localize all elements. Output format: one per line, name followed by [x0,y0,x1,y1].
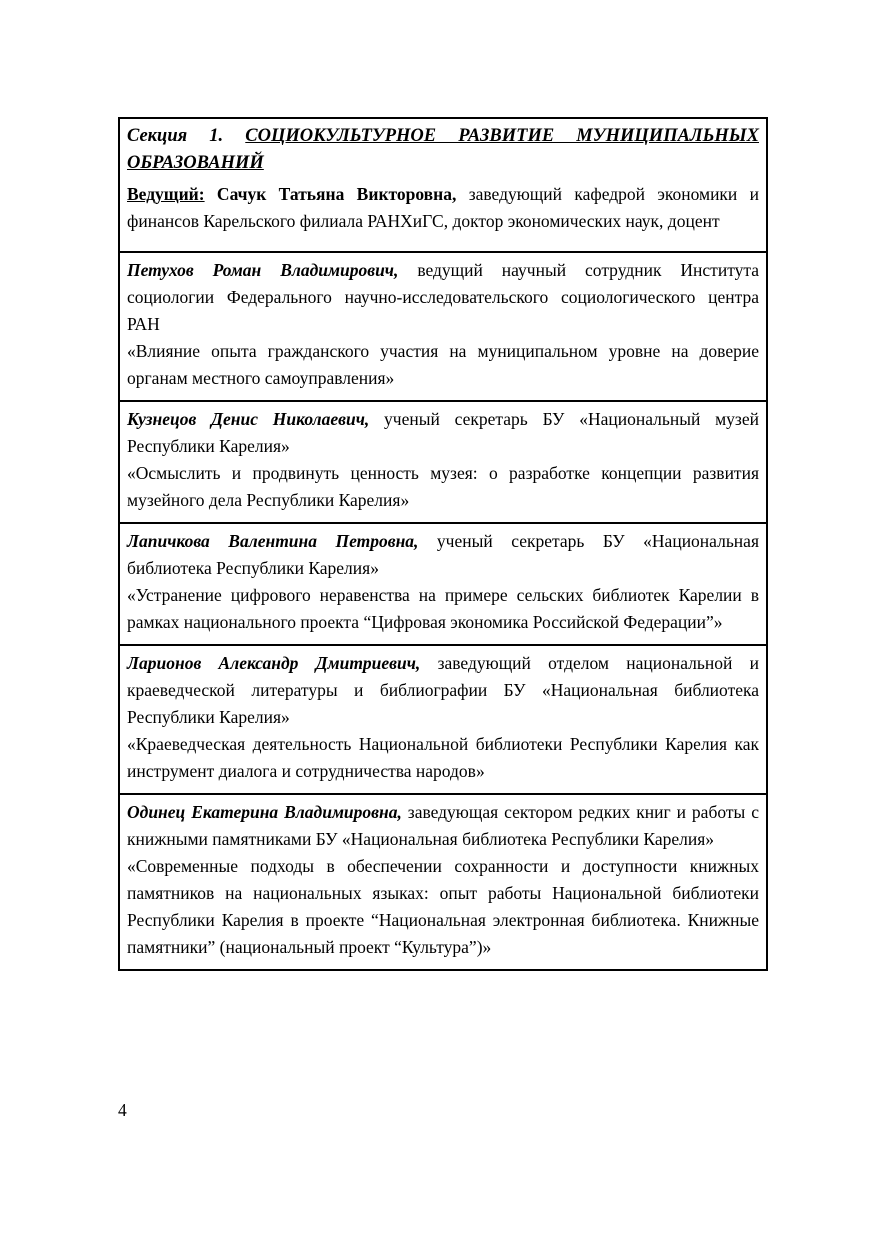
leader-info: заведующий кафедрой экономики и финансов Карельского филиала РАНХиГС, доктор экономических наук, доцент [127,184,760,231]
speaker-affiliation: ученый секретарь БУ «Национальная библиотека Республики Карелия» [127,531,759,578]
speaker-affiliation: ученый секретарь БУ «Национальный музей Республики Карелия» [127,409,759,456]
speaker-entry [127,799,759,853]
section-title-text: СОЦИОКУЛЬТУРНОЕ РАЗВИТИЕ МУНИЦИПАЛЬНЫХ ОБРАЗОВАНИЙ [127,126,759,173]
speaker-name: Лапичкова Валентина Петровна, [127,531,419,551]
section-header-row [120,119,766,253]
speaker-row [120,402,766,524]
section-leader [127,181,759,235]
talk-title: «Осмыслить и продвинуть ценность музея: о разработке концепции развития музейного дела Республики Карелия» [127,463,759,510]
speaker-entry [127,406,759,460]
talk-title: «Краеведческая деятельность Национальной библиотеки Республики Карелия как инструмент диалога и сотрудничества народов» [127,734,759,781]
leader-name: Сачук Татьяна Викторовна, [204,184,457,204]
talk-title: «Современные подходы в обеспечении сохранности и доступности книжных памятников на национальных языках: опыт работы Национальной библиотеки Республики Карелия в проекте “Национальная электронная библиотека. Книжные памятники” (национальный проект “Культура”)» [127,856,759,957]
speaker-entry [127,528,759,582]
page-number: 4 [118,1100,127,1120]
section-label: Секция 1. [127,126,246,146]
speaker-affiliation: заведующий отделом национальной и краеведческой литературы и библиографии БУ «Национальная библиотека Республики Карелия» [127,653,759,727]
speaker-affiliation: ведущий научный сотрудник Института социологии Федерального научно-исследовательского социологического центра РАН [127,260,759,334]
talk-title: «Влияние опыта гражданского участия на муниципальном уровне на доверие органам местного самоуправления» [127,341,759,388]
speaker-name: Ларионов Александр Дмитриевич, [127,653,421,673]
leader-label: Ведущий: [127,184,205,204]
speaker-name: Одинец Екатерина Владимировна, [127,802,402,822]
speaker-row [120,646,766,795]
speaker-entry [127,650,759,731]
speaker-row [120,795,766,969]
talk-title: «Устранение цифрового неравенства на примере сельских библиотек Карелии в рамках национального проекта “Цифровая экономика Российской Федерации”» [127,585,759,632]
section-title [127,123,759,177]
program-table [118,117,768,971]
speaker-entry [127,257,759,338]
speaker-name: Кузнецов Денис Николаевич, [127,409,370,429]
speaker-affiliation: заведующая сектором редких книг и работы с книжными памятниками БУ «Национальная библиотека Республики Карелия» [127,802,759,849]
speaker-row [120,524,766,646]
speaker-name: Петухов Роман Владимирович, [127,260,399,280]
speaker-row [120,253,766,402]
